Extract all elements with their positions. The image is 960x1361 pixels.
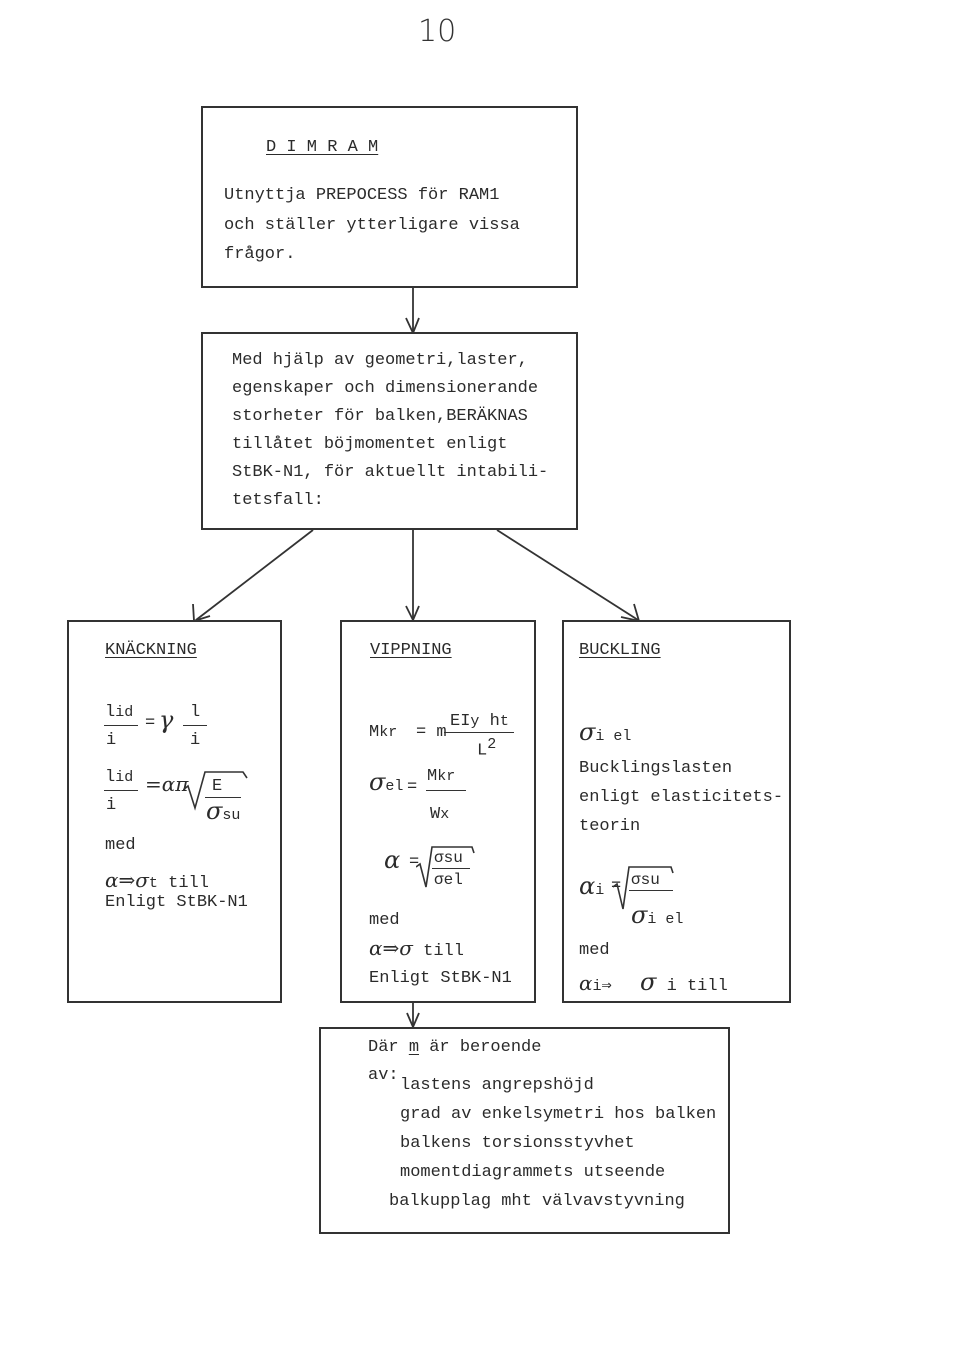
compute-line-1: Med hjälp av geometri,laster, bbox=[232, 351, 528, 370]
buckling-desc-2: enligt elasticitets- bbox=[579, 788, 784, 807]
knackning-box bbox=[67, 620, 282, 1003]
compute-line-5: StBK-N1, för aktuellt intabili- bbox=[232, 463, 549, 482]
vippning-f2-eq: = bbox=[407, 778, 418, 797]
buckling-sigma-el: σi el bbox=[579, 718, 632, 746]
dependence-item-2: grad av enkelsymetri hos balken bbox=[400, 1105, 717, 1124]
knackning-f1-rden: i bbox=[190, 731, 201, 750]
vippning-f3-eq: = bbox=[409, 853, 420, 872]
dependence-item-5: balkupplag mht välvavstyvning bbox=[389, 1192, 685, 1211]
arrow-to-buckling bbox=[497, 530, 638, 620]
vippning-f1-line bbox=[444, 732, 514, 733]
buckling-f1-line bbox=[629, 890, 673, 891]
dependence-av: av: bbox=[368, 1066, 399, 1085]
knackning-f2-den: i bbox=[106, 796, 117, 815]
vippning-f2-lhs: σel bbox=[369, 768, 404, 796]
vippning-box bbox=[340, 620, 536, 1003]
knackning-enligt: Enligt StBK-N1 bbox=[105, 893, 248, 912]
compute-line-2: egenskaper och dimensionerande bbox=[232, 379, 539, 398]
knackning-f1-den: i bbox=[106, 731, 117, 750]
knackning-f1-eq: = bbox=[145, 714, 156, 733]
vippning-f3-num: σsu bbox=[434, 849, 463, 867]
knackning-f1-line bbox=[104, 725, 138, 726]
knackning-med: med bbox=[105, 836, 136, 855]
dimram-title: D I M R A M bbox=[266, 138, 379, 157]
dimram-line-1: Utnyttja PREPOCESS för RAM1 bbox=[224, 186, 500, 205]
knackning-title: KNÄCKNING bbox=[105, 641, 197, 660]
knackning-f2-root-den: σsu bbox=[206, 797, 241, 825]
knackning-f1-rline bbox=[183, 725, 207, 726]
vippning-enligt: Enligt StBK-N1 bbox=[369, 969, 512, 988]
compute-box bbox=[201, 332, 578, 530]
buckling-box bbox=[562, 620, 791, 1003]
arrow-head-2 bbox=[193, 604, 210, 621]
vippning-f1-den: $L^2$ bbox=[477, 736, 497, 761]
dependence-item-1: lastens angrepshöjd bbox=[400, 1076, 594, 1095]
vippning-f1-eq: = m bbox=[416, 723, 447, 742]
knackning-f2-num: lid bbox=[105, 768, 134, 787]
buckling-f1-eq: = bbox=[611, 877, 622, 896]
gamma-symbol: γ bbox=[159, 706, 174, 734]
dimram-line-3: frågor. bbox=[224, 245, 296, 264]
vippning-med: med bbox=[369, 911, 400, 930]
dependence-m: m bbox=[408, 1038, 420, 1057]
dependence-box bbox=[319, 1027, 730, 1234]
buckling-desc-1: Bucklingslasten bbox=[579, 759, 733, 778]
buckling-title: BUCKLING bbox=[579, 641, 661, 660]
knackning-f2-root-num: E bbox=[212, 777, 223, 796]
buckling-med: med bbox=[579, 941, 610, 960]
dependence-intro: Där m är beroende bbox=[368, 1038, 542, 1057]
sqrt-sign bbox=[183, 756, 303, 816]
vippning-f3-line bbox=[432, 868, 470, 869]
dependence-item-4: momentdiagrammets utseende bbox=[400, 1163, 666, 1182]
knackning-f1-num: lid bbox=[105, 703, 134, 722]
dimram-box bbox=[201, 106, 578, 288]
compute-line-6: tetsfall: bbox=[232, 491, 324, 510]
vippning-f2-den: Wx bbox=[430, 805, 450, 824]
buckling-f1-den: σi el bbox=[631, 901, 684, 929]
buckling-f1-num: σsu bbox=[631, 871, 660, 889]
knackning-f2-line bbox=[104, 790, 138, 791]
vippning-f3-lhs: α bbox=[384, 846, 401, 874]
buckling-desc-3: teorin bbox=[579, 817, 641, 836]
vippning-f1-lhs: Mkr bbox=[369, 723, 398, 742]
vippning-alpha-line: α⇒σ till bbox=[369, 936, 464, 961]
vippning-f2-num: Mkr bbox=[427, 767, 456, 786]
page-number: 10 bbox=[418, 14, 457, 49]
buckling-f1-lhs: αi bbox=[579, 872, 605, 900]
dimram-line-2: och ställer ytterligare vissa bbox=[224, 216, 520, 235]
vippning-f2-line bbox=[426, 790, 466, 791]
vippning-f1-num: EIy ht bbox=[450, 712, 509, 731]
compute-line-4: tillåtet böjmomentet enligt bbox=[232, 435, 508, 454]
knackning-alpha-line: α⇒σt till bbox=[105, 868, 209, 893]
knackning-f2-eq: =απ bbox=[145, 772, 189, 796]
knackning-f1-rnum: l bbox=[190, 703, 201, 722]
buckling-alpha-line: αi⇒ σ i till bbox=[579, 968, 728, 996]
dependence-item-3: balkens torsionsstyvhet bbox=[400, 1134, 635, 1153]
vippning-title: VIPPNING bbox=[370, 641, 452, 660]
vippning-f3-den: σel bbox=[434, 871, 463, 889]
compute-line-3: storheter för balken,BERÄKNAS bbox=[232, 407, 528, 426]
arrow-to-knackning bbox=[196, 530, 313, 620]
